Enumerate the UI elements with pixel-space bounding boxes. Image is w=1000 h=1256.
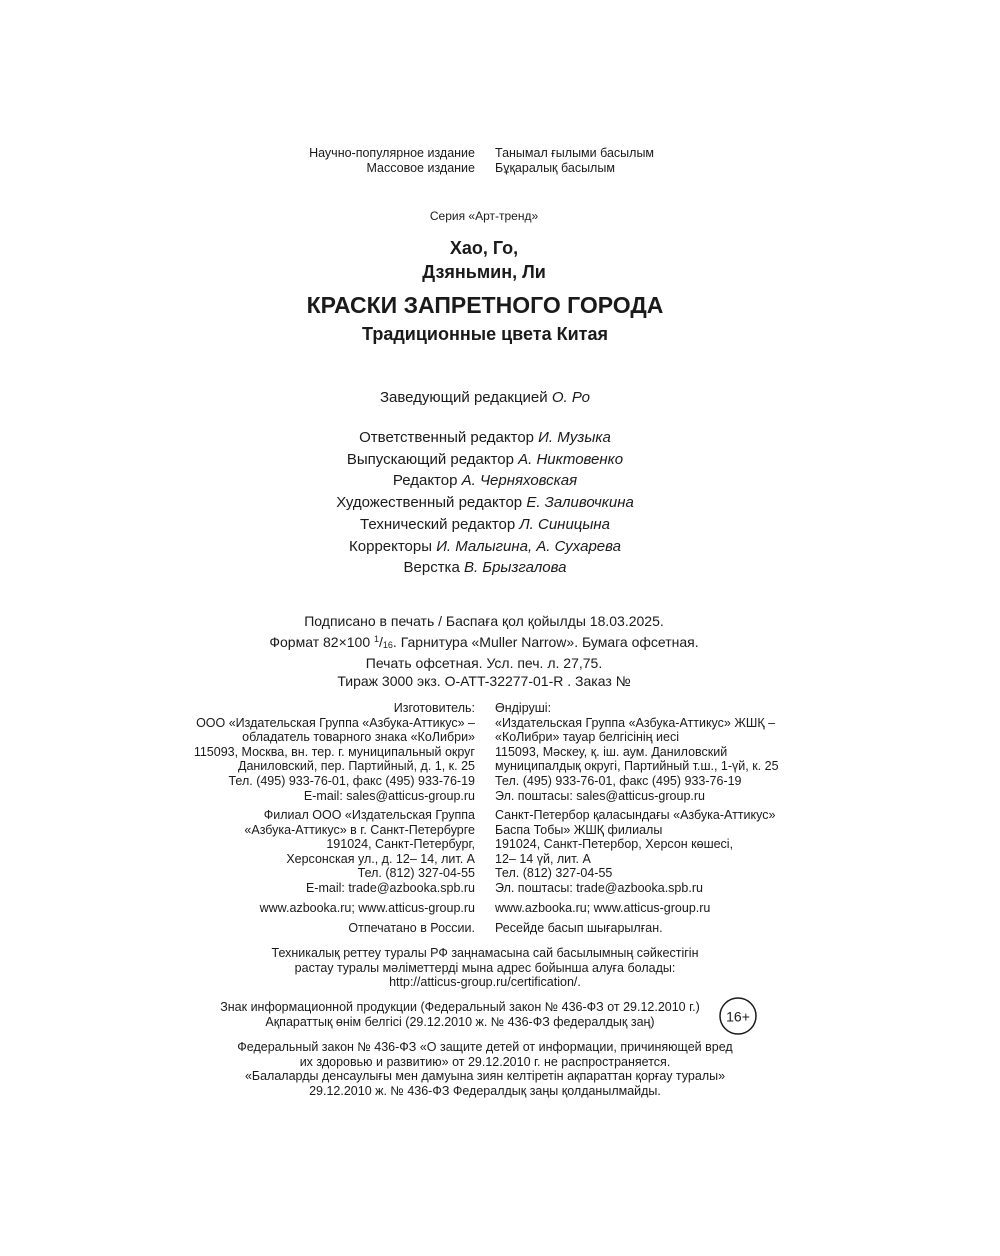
branch-ru-line: «Азбука-Аттикус» в г. Санкт-Петербурге: [244, 822, 475, 837]
staff-role: Художественный редактор: [336, 494, 523, 512]
staff-name: В. Брызгалова: [463, 559, 567, 577]
branch-ru-line: 191024, Санкт-Петербург,: [326, 837, 475, 852]
edition-type-ru: [309, 146, 475, 176]
edition-type-kz-1: Танымал ғылыми басылым: [495, 146, 655, 160]
branch-ru-line: Филиал ООО «Издательская Группа: [263, 808, 475, 822]
staff-role: Редактор: [392, 472, 458, 490]
branch-ru-line: Херсонская ул., д. 12– 14, лит. А: [286, 851, 475, 866]
manufacturer-ru-line: Тел. (495) 933-76-01, факс (495) 933-76-19: [228, 773, 475, 788]
branch-kz-line: Тел. (812) 327-04-55: [495, 866, 613, 881]
manufacturer-ru-line: 115093, Москва, вн. тер. г. муниципальный округ: [193, 744, 475, 759]
head-of-editorial-name: О. Ро: [551, 389, 591, 406]
format-details: . Гарнитура «Muller Narrow». Бумага офсетная.: [392, 634, 699, 650]
print-run: Тираж 3000 экз. O-ATT-32277-01-R . Заказ №: [337, 673, 631, 689]
law-line: их здоровью и развитию» от 29.12.2010 г. не распространяется.: [299, 1054, 671, 1069]
staff-role: Технический редактор: [360, 515, 516, 533]
staff-role: Корректоры: [349, 537, 433, 555]
staff-row: [0, 536, 985, 558]
edition-type-ru-1: Научно-популярное издание: [309, 146, 475, 160]
manufacturer-ru-line: Даниловский, пер. Партийный, д. 1, к. 25: [237, 759, 475, 774]
staff-row: [0, 449, 985, 471]
manufacturer-kz-email: Эл. поштасы: sales@atticus-group.ru: [495, 788, 705, 803]
law-line: «Балаларды денсаулығы мен дамуына зиян келтiретiн ақпараттан қорғау туралы»: [244, 1069, 726, 1084]
branch-kz-line: Баспа Тобы» ЖШҚ филиалы: [495, 822, 663, 837]
manufacturer-ru-line: ООО «Издательская Группа «Азбука-Аттикус» –: [196, 715, 475, 730]
printed-in-ru: Отпечатано в России.: [348, 921, 475, 935]
format-label: Формат 82×100: [269, 634, 371, 650]
author-2: Дзяньмин, Ли: [422, 262, 546, 282]
manufacturer-kz-line: муниципалдық округі, Партийный т.ш., 1-үй, к. 25: [495, 759, 779, 774]
info-sign-note: [0, 1000, 920, 1029]
branch-ru: [244, 808, 475, 896]
staff-name: И. Музыка: [538, 429, 611, 446]
manufacturer-kz: [495, 701, 779, 803]
staff-row: [0, 470, 985, 492]
staff-row: [0, 492, 985, 514]
head-of-editorial: [0, 389, 985, 407]
format-numerator: 1: [374, 634, 380, 644]
staff-name: Е. Заливочкина: [526, 494, 634, 512]
manufacturer-ru-email: E-mail: sales@atticus-group.ru: [303, 788, 475, 803]
staff-row: [0, 427, 985, 449]
law-note: [0, 1040, 985, 1098]
staff-role: Ответственный редактор: [359, 429, 534, 446]
manufacturer-kz-line: «КоЛибри» тауар белгісінің иесі: [495, 730, 680, 745]
manufacturer-kz-line: Тел. (495) 933-76-01, факс (495) 933-76-19: [495, 773, 742, 788]
certification-line: растау туралы мәліметтерді мына адрес бойынша алуға болады:: [294, 960, 676, 975]
print-details: [0, 612, 984, 690]
format-denominator: 16: [382, 640, 393, 650]
edition-type-ru-2: Массовое издание: [366, 161, 475, 175]
staff-list: [0, 427, 985, 579]
law-line: Федеральный закон № 436-ФЗ «О защите детей от информации, причиняющей вред: [237, 1040, 733, 1054]
manufacturer-kz-line: «Издательская Группа «Азбука-Аттикус» ЖШҚ –: [495, 715, 776, 730]
certification-url: http://atticus-group.ru/certification/.: [389, 975, 581, 990]
staff-row: [0, 514, 985, 536]
certification-line: Техникалық реттеу туралы РФ заңнамасына сай басылымның сәйкестігін: [271, 946, 699, 960]
branch-kz: [495, 808, 775, 896]
staff-name: Л. Синицына: [519, 515, 610, 533]
staff-name: И. Малыгина, А. Сухарева: [436, 537, 621, 555]
branch-ru-line: Тел. (812) 327-04-55: [357, 866, 475, 881]
branch-kz-line: 12– 14 үй, лит. А: [495, 851, 591, 866]
manufacturer-ru: [194, 701, 475, 803]
staff-role: Верстка: [403, 559, 460, 577]
staff-name: А. Черняховская: [461, 472, 578, 490]
edition-type-kz-2: Бұқаралық басылым: [495, 161, 615, 175]
branch-kz-line: Санкт-Петербор қаласындағы «Азбука-Аттикус»: [495, 808, 776, 822]
age-rating-text: 16+: [726, 1008, 750, 1025]
staff-role: Выпускающий редактор: [346, 450, 514, 468]
age-rating-badge: [718, 996, 758, 1036]
manufacturer-kz-line: 115093, Мәскеу, қ. іш. аум. Даниловский: [495, 744, 728, 759]
print-format: Формат 82×100 $^1/_{16}$. Гарнитура «Muller Narrow». Бумага офсетная.: [269, 634, 699, 650]
certification-note: [0, 946, 985, 990]
print-sheets: Печать офсетная. Усл. печ. л. 27,75.: [365, 655, 603, 671]
info-sign-line: Ақпараттық өнім белгісі (29.12.2010 ж. № 436-ФЗ федералдық заң): [265, 1014, 655, 1029]
branch-kz-line: 191024, Санкт-Петербор, Херсон көшесі,: [495, 837, 734, 852]
websites-kz: www.azbooka.ru; www.atticus-group.ru: [495, 901, 711, 915]
info-sign-line: Знак информационной продукции (Федеральный закон № 436-ФЗ от 29.12.2010 г.): [220, 1000, 700, 1014]
series-label: Серия «Арт-тренд»: [429, 209, 539, 223]
law-line: 29.12.2010 ж. № 436-ФЗ Федералдық заңы қолданылмайды.: [309, 1083, 661, 1098]
websites-ru: www.azbooka.ru; www.atticus-group.ru: [259, 901, 475, 915]
author-1: Хао, Го,: [449, 238, 519, 258]
staff-name: А. Никтовенко: [518, 450, 624, 468]
printed-in-kz: Ресейде басып шығарылған.: [495, 921, 663, 935]
book-title: КРАСКИ ЗАПРЕТНОГО ГОРОДА: [306, 292, 664, 318]
print-signed: Подписано в печать / Баспаға қол қойылды 18.03.2025.: [304, 613, 664, 629]
staff-row: [0, 557, 985, 579]
edition-type-kz: [495, 146, 654, 176]
head-of-editorial-role: Заведующий редакцией: [379, 389, 548, 406]
manufacturer-ru-line: Изготовитель:: [393, 701, 475, 715]
manufacturer-ru-line: обладатель товарного знака «КоЛибри»: [242, 730, 475, 745]
branch-kz-email: Эл. поштасы: trade@azbooka.spb.ru: [495, 880, 703, 895]
book-subtitle: Традиционные цвета Китая: [362, 324, 608, 344]
manufacturer-kz-line: Өндіруші:: [495, 701, 552, 715]
branch-ru-email: E-mail: trade@azbooka.spb.ru: [305, 880, 475, 895]
